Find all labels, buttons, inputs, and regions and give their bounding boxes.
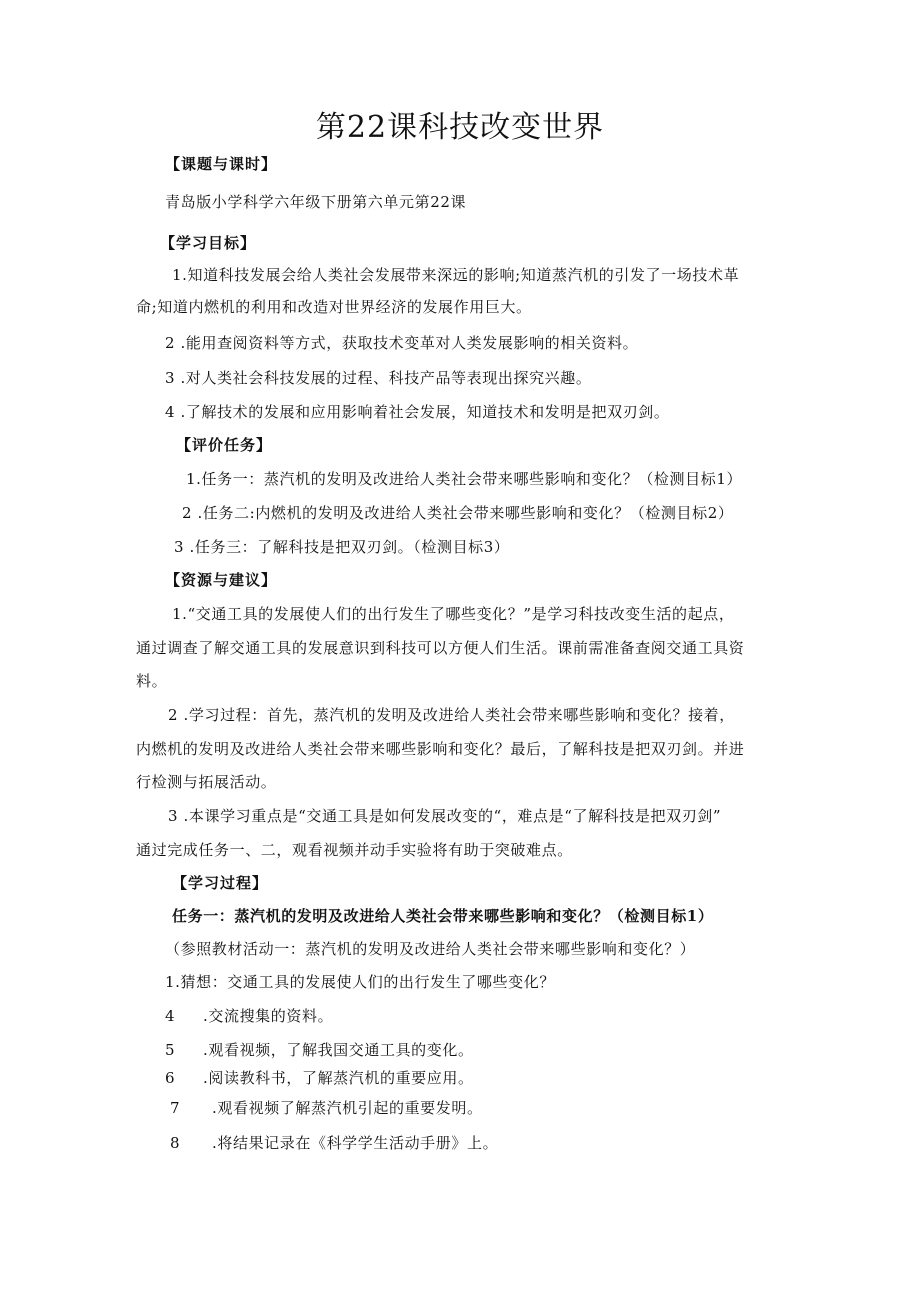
goal-3: 3 .对人类社会科技发展的过程、科技产品等表现出探究兴趣。 <box>165 369 592 387</box>
step-number: 6 <box>165 1069 176 1087</box>
step-text: .将结果记录在《科学学生活动手册》上。 <box>212 1134 499 1152</box>
process-reference: （参照教材活动一：蒸汽机的发明及改进给人类社会带来哪些影响和变化？） <box>165 940 696 958</box>
goal-4: 4 .了解技术的发展和应用影响着社会发展，知道技术和发明是把双刃剑。 <box>165 403 670 421</box>
resource-3-line-2: 通过完成任务一、二，观看视频并动手实验将有助于突破难点。 <box>136 841 573 859</box>
eval-task-1: 1.任务一：蒸汽机的发明及改进给人类社会带来哪些影响和变化？（检测目标1） <box>186 470 743 488</box>
step-number: 4 <box>165 1007 176 1025</box>
process-step-6 <box>165 1068 474 1088</box>
resource-1-line-1: 1.“交通工具的发展使人们的出行发生了哪些变化？”是学习科技改变生活的起点， <box>172 605 735 623</box>
goal-1-line-1: 1.知道科技发展会给人类社会发展带来深远的影响;知道蒸汽机的引发了一场技术革 <box>172 266 740 284</box>
resource-2-line-1: 2 .学习过程：首先，蒸汽机的发明及改进给人类社会带来哪些影响和变化？接着， <box>168 706 735 724</box>
process-step-5 <box>165 1040 474 1060</box>
section-heading-evaluation: 【评价任务】 <box>176 436 273 454</box>
step-text: .观看视频，了解我国交通工具的变化。 <box>203 1041 474 1059</box>
section-heading-process: 【学习过程】 <box>172 874 269 892</box>
process-task-1: 任务一：蒸汽机的发明及改进给人类社会带来哪些影响和变化？（检测目标1） <box>172 907 714 925</box>
goal-1-line-2: 命;知道内燃机的利用和改造对世界经济的发展作用巨大。 <box>136 298 532 316</box>
resource-1-line-3: 料。 <box>136 672 168 690</box>
section-heading-resources: 【资源与建议】 <box>165 571 278 589</box>
resource-2-line-2: 内燃机的发明及改进给人类社会带来哪些影响和变化？最后，了解科技是把双刃剑。并进 <box>136 740 745 758</box>
section-heading-topic: 【课题与课时】 <box>165 155 278 173</box>
process-step-4 <box>165 1006 333 1026</box>
process-step-7 <box>170 1098 483 1118</box>
goal-2: 2 .能用查阅资料等方式，获取技术变革对人类发展影响的相关资料。 <box>165 334 639 352</box>
process-step-8 <box>170 1133 498 1153</box>
step-number: 7 <box>170 1099 181 1117</box>
eval-task-3: 3 .任务三：了解科技是把双刃剑。（检测目标3） <box>174 538 510 556</box>
resource-3-line-1: 3 .本课学习重点是“交通工具是如何发展改变的“，难点是“了解科技是把双刃剑” <box>168 807 722 825</box>
eval-task-2: 2 .任务二:内燃机的发明及改进给人类社会带来哪些影响和变化？（检测目标2） <box>182 504 734 522</box>
step-text: .交流搜集的资料。 <box>203 1007 334 1025</box>
page-title: 第22课科技改变世界 <box>315 110 605 145</box>
topic-text: 青岛版小学科学六年级下册第六单元第22课 <box>165 193 467 211</box>
section-heading-goals: 【学习目标】 <box>160 234 257 252</box>
step-text: .观看视频了解蒸汽机引起的重要发明。 <box>212 1099 483 1117</box>
step-number: 5 <box>165 1041 176 1059</box>
step-text: .阅读教科书，了解蒸汽机的重要应用。 <box>203 1069 474 1087</box>
resource-2-line-3: 行检测与拓展活动。 <box>136 773 277 791</box>
step-number: 8 <box>170 1134 181 1152</box>
resource-1-line-2: 通过调查了解交通工具的发展意识到科技可以方便人们生活。课前需准备查阅交通工具资 <box>136 639 745 657</box>
process-step-1: 1.猜想：交通工具的发展使人们的出行发生了哪些变化？ <box>165 973 555 991</box>
